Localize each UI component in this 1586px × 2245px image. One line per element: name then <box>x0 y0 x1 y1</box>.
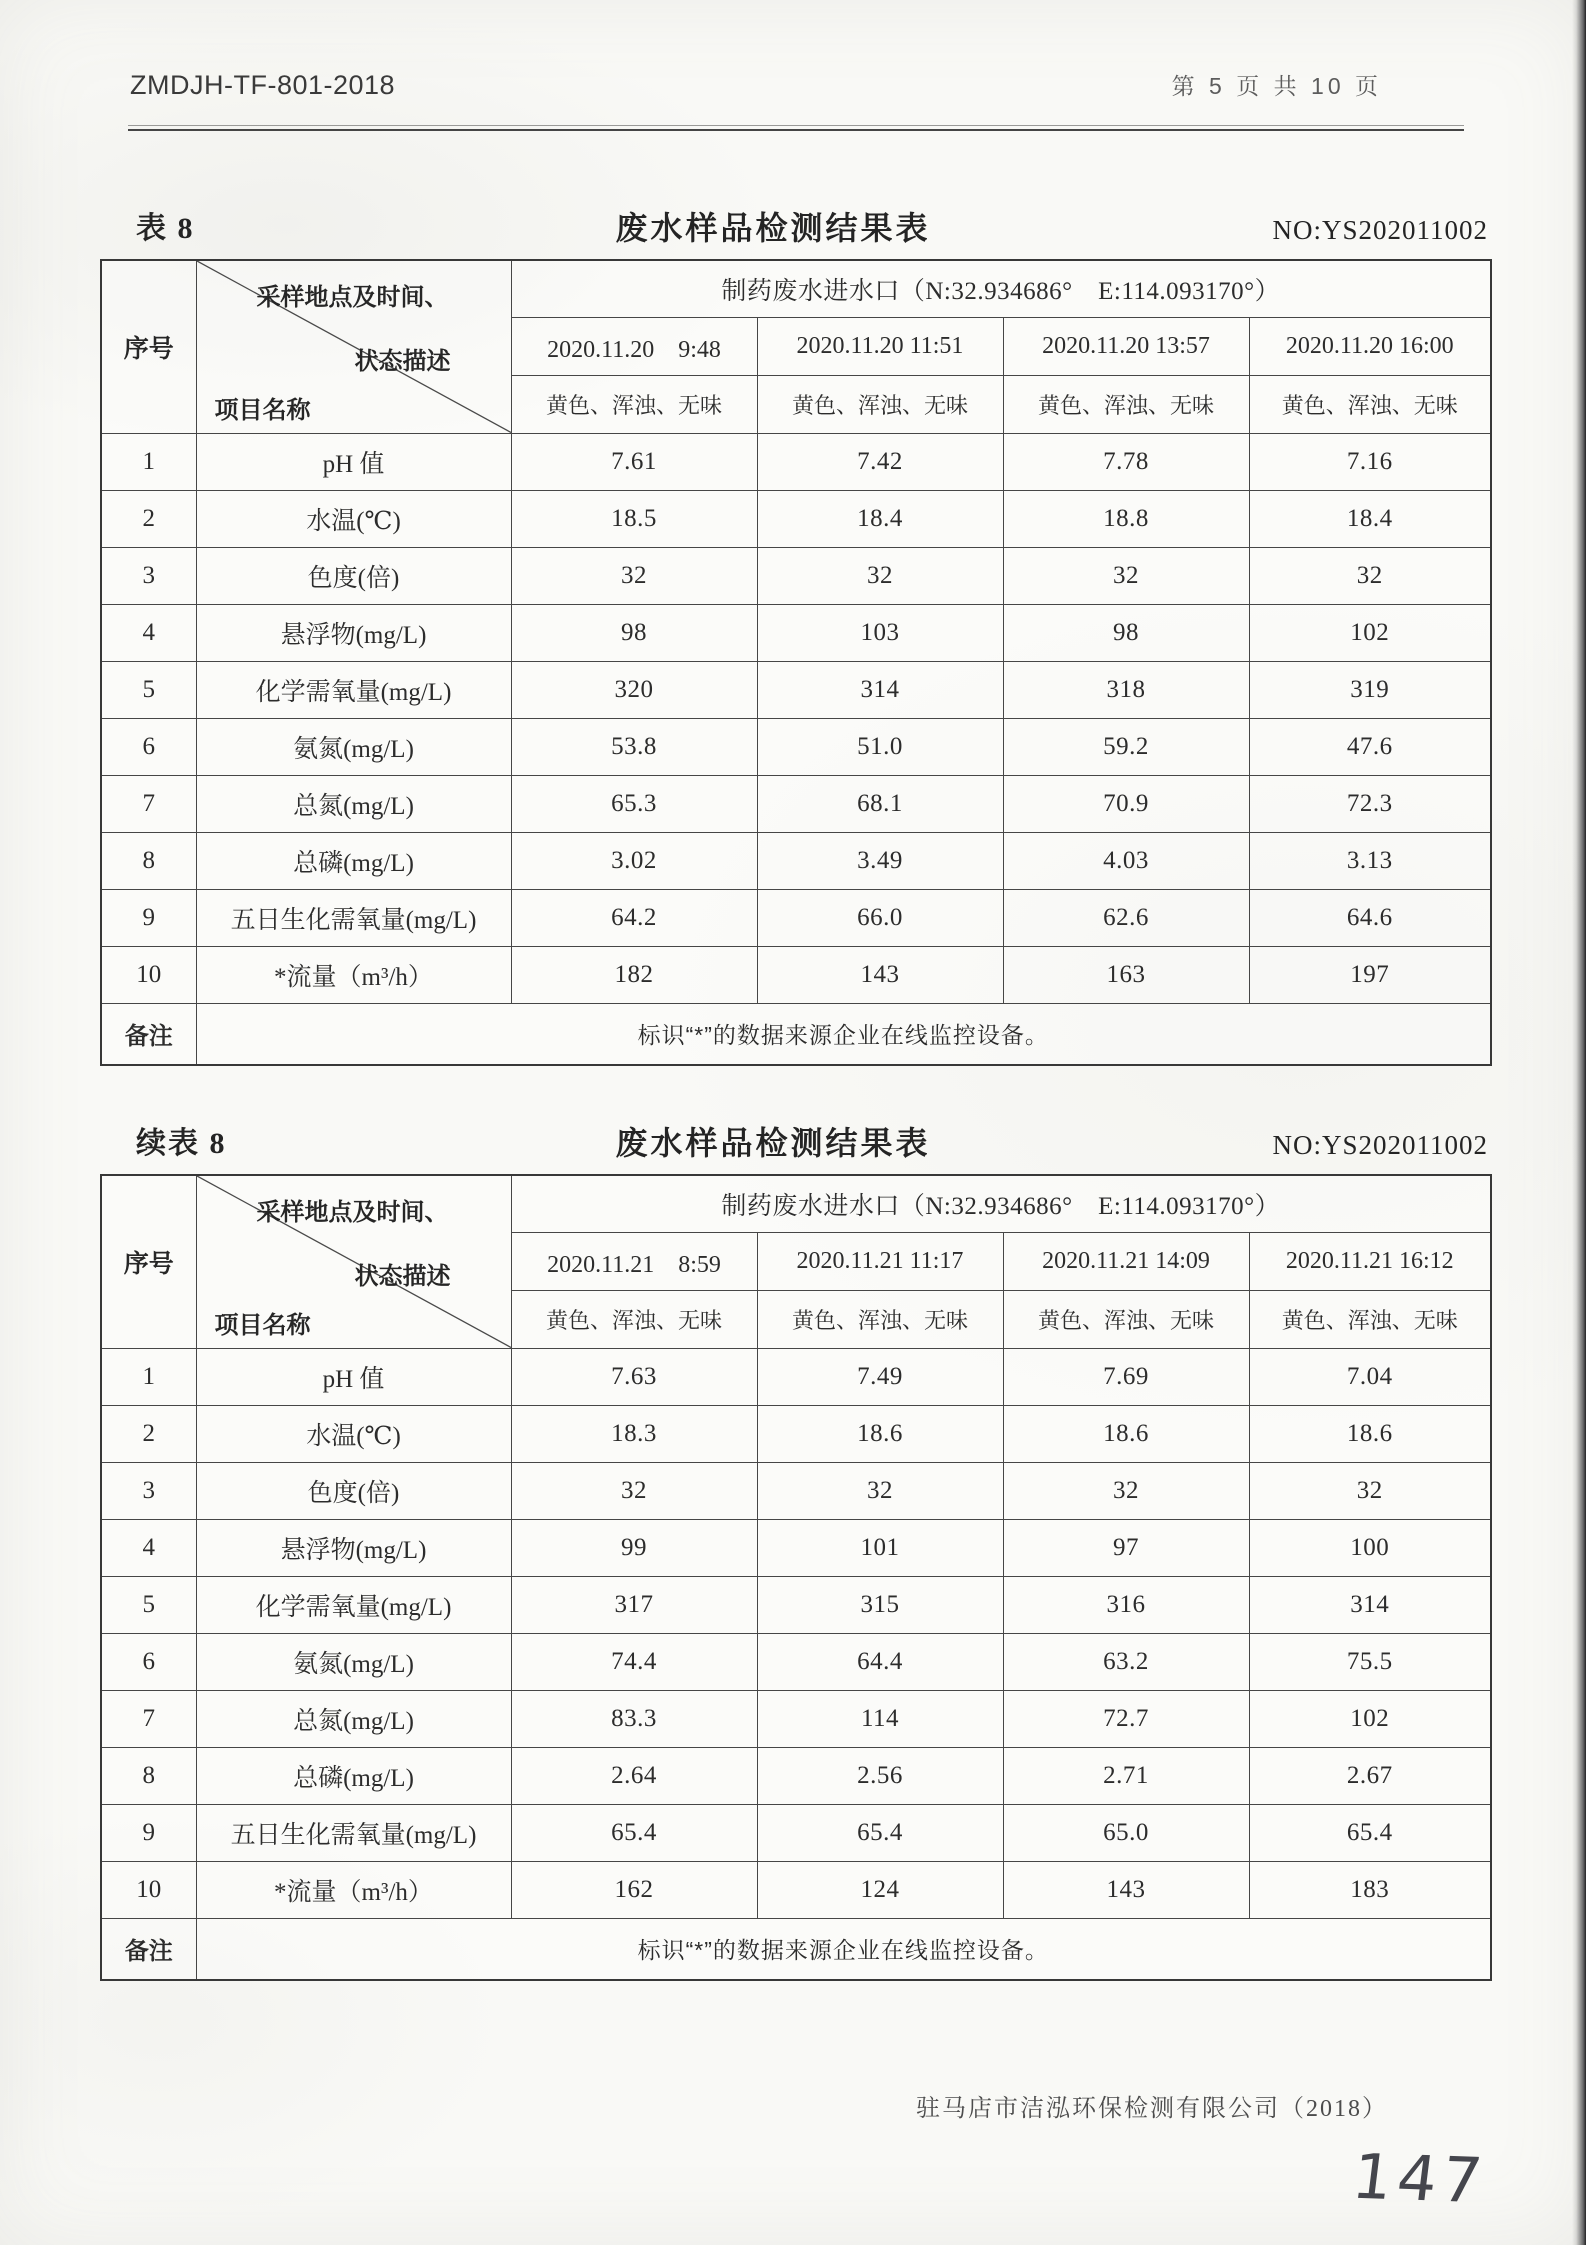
results-table-2 <box>100 1174 1492 1981</box>
table-row <box>101 1690 1491 1747</box>
parameter-value: 316 <box>1003 1576 1249 1633</box>
row-index: 3 <box>101 547 196 604</box>
parameter-value: 182 <box>511 946 757 1003</box>
parameter-value: 143 <box>757 946 1003 1003</box>
table-row <box>101 946 1491 1003</box>
sampling-location: 制药废水进水口（N:32.934686° E:114.093170°） <box>511 1175 1491 1232</box>
parameter-value: 315 <box>757 1576 1003 1633</box>
parameter-name: 水温(℃) <box>196 490 511 547</box>
header-divider <box>128 125 1464 131</box>
table-row <box>101 661 1491 718</box>
sample-condition: 黄色、浑浊、无味 <box>1249 375 1491 433</box>
sample-datetime: 2020.11.21 11:17 <box>757 1232 1003 1290</box>
row-index: 6 <box>101 1633 196 1690</box>
table-row <box>101 1633 1491 1690</box>
parameter-value: 32 <box>1249 547 1491 604</box>
note-row <box>101 1918 1491 1980</box>
sample-condition: 黄色、浑浊、无味 <box>511 1290 757 1348</box>
parameter-value: 314 <box>1249 1576 1491 1633</box>
parameter-value: 64.2 <box>511 889 757 946</box>
parameter-value: 4.03 <box>1003 832 1249 889</box>
parameter-value: 2.64 <box>511 1747 757 1804</box>
note-label: 备注 <box>101 1918 196 1980</box>
parameter-value: 74.4 <box>511 1633 757 1690</box>
row-index: 5 <box>101 1576 196 1633</box>
parameter-name: 五日生化需氧量(mg/L) <box>196 889 511 946</box>
header-row-location <box>101 260 1491 317</box>
row-index: 8 <box>101 832 196 889</box>
parameter-value: 2.71 <box>1003 1747 1249 1804</box>
parameter-value: 2.56 <box>757 1747 1003 1804</box>
parameter-name: 色度(倍) <box>196 1462 511 1519</box>
parameter-name: 总磷(mg/L) <box>196 832 511 889</box>
parameter-value: 314 <box>757 661 1003 718</box>
sample-datetime: 2020.11.20 13:57 <box>1003 317 1249 375</box>
row-index: 5 <box>101 661 196 718</box>
handwritten-page-number: 147 <box>1348 2139 1491 2218</box>
seq-header: 序号 <box>101 1175 196 1348</box>
row-index: 7 <box>101 1690 196 1747</box>
table-row <box>101 1405 1491 1462</box>
sample-datetime: 2020.11.21 8:59 <box>511 1232 757 1290</box>
parameter-value: 66.0 <box>757 889 1003 946</box>
table2-title: 废水样品检测结果表 <box>615 1125 931 1161</box>
parameter-value: 68.1 <box>757 775 1003 832</box>
corner-header-cell <box>196 260 511 433</box>
table1-label: 表 8 <box>136 212 195 245</box>
corner-header-cell <box>196 1175 511 1348</box>
table-row <box>101 1804 1491 1861</box>
parameter-name: 化学需氧量(mg/L) <box>196 661 511 718</box>
parameter-name: 水温(℃) <box>196 1405 511 1462</box>
parameter-value: 102 <box>1249 604 1491 661</box>
row-index: 1 <box>101 433 196 490</box>
parameter-name: pH 值 <box>196 433 511 490</box>
parameter-value: 18.4 <box>1249 490 1491 547</box>
parameter-value: 62.6 <box>1003 889 1249 946</box>
parameter-value: 51.0 <box>757 718 1003 775</box>
table2-caption <box>100 1116 1490 1164</box>
corner-label-parameter: 项目名称 <box>214 396 311 424</box>
table-row <box>101 1861 1491 1918</box>
row-index: 1 <box>101 1348 196 1405</box>
parameter-value: 7.42 <box>757 433 1003 490</box>
seq-header: 序号 <box>101 260 196 433</box>
parameter-value: 124 <box>757 1861 1003 1918</box>
parameter-value: 3.02 <box>511 832 757 889</box>
parameter-value: 64.6 <box>1249 889 1491 946</box>
parameter-value: 65.4 <box>757 1804 1003 1861</box>
results-body <box>101 433 1491 1003</box>
parameter-value: 7.61 <box>511 433 757 490</box>
row-index: 8 <box>101 1747 196 1804</box>
table-row <box>101 1348 1491 1405</box>
table-row <box>101 1519 1491 1576</box>
page-number: 第 5 页 共 10 页 <box>1171 73 1382 99</box>
sample-datetime: 2020.11.20 11:51 <box>757 317 1003 375</box>
parameter-value: 75.5 <box>1249 1633 1491 1690</box>
parameter-value: 32 <box>1249 1462 1491 1519</box>
parameter-value: 3.49 <box>757 832 1003 889</box>
parameter-value: 72.3 <box>1249 775 1491 832</box>
table-row <box>101 775 1491 832</box>
parameter-name: 总氮(mg/L) <box>196 1690 511 1747</box>
results-body <box>101 1348 1491 1918</box>
page-header <box>130 68 1382 101</box>
row-index: 4 <box>101 1519 196 1576</box>
parameter-name: 五日生化需氧量(mg/L) <box>196 1804 511 1861</box>
sample-datetime: 2020.11.20 16:00 <box>1249 317 1491 375</box>
parameter-value: 32 <box>1003 1462 1249 1519</box>
parameter-value: 7.69 <box>1003 1348 1249 1405</box>
parameter-value: 319 <box>1249 661 1491 718</box>
parameter-value: 18.6 <box>757 1405 1003 1462</box>
row-index: 7 <box>101 775 196 832</box>
parameter-value: 114 <box>757 1690 1003 1747</box>
parameter-value: 32 <box>757 547 1003 604</box>
parameter-value: 102 <box>1249 1690 1491 1747</box>
parameter-value: 53.8 <box>511 718 757 775</box>
results-table-1 <box>100 259 1492 1066</box>
parameter-value: 98 <box>511 604 757 661</box>
table-row <box>101 889 1491 946</box>
table-row <box>101 490 1491 547</box>
parameter-name: pH 值 <box>196 1348 511 1405</box>
parameter-value: 18.5 <box>511 490 757 547</box>
parameter-value: 65.0 <box>1003 1804 1249 1861</box>
table2-report-number: NO:YS202011002 <box>1272 1130 1488 1160</box>
parameter-value: 18.6 <box>1249 1405 1491 1462</box>
parameter-name: 悬浮物(mg/L) <box>196 604 511 661</box>
parameter-value: 318 <box>1003 661 1249 718</box>
parameter-name: 氨氮(mg/L) <box>196 718 511 775</box>
parameter-value: 18.4 <box>757 490 1003 547</box>
sample-datetime: 2020.11.20 9:48 <box>511 317 757 375</box>
document-code: ZMDJH-TF-801-2018 <box>130 70 396 100</box>
parameter-value: 83.3 <box>511 1690 757 1747</box>
parameter-name: *流量（m³/h） <box>196 946 511 1003</box>
table-row <box>101 547 1491 604</box>
note-row <box>101 1003 1491 1065</box>
table1-caption <box>100 201 1490 249</box>
row-index: 9 <box>101 1804 196 1861</box>
parameter-value: 7.78 <box>1003 433 1249 490</box>
parameter-value: 3.13 <box>1249 832 1491 889</box>
parameter-value: 2.67 <box>1249 1747 1491 1804</box>
row-index: 3 <box>101 1462 196 1519</box>
parameter-value: 183 <box>1249 1861 1491 1918</box>
parameter-value: 32 <box>511 1462 757 1519</box>
parameter-value: 72.7 <box>1003 1690 1249 1747</box>
parameter-value: 70.9 <box>1003 775 1249 832</box>
parameter-name: 悬浮物(mg/L) <box>196 1519 511 1576</box>
parameter-value: 65.4 <box>511 1804 757 1861</box>
sample-datetime: 2020.11.21 14:09 <box>1003 1232 1249 1290</box>
parameter-value: 32 <box>1003 547 1249 604</box>
table-row <box>101 718 1491 775</box>
corner-label-location-time: 采样地点及时间、 <box>256 284 449 311</box>
table1-report-number: NO:YS202011002 <box>1272 215 1488 245</box>
table-row <box>101 433 1491 490</box>
header-row-location <box>101 1175 1491 1232</box>
parameter-value: 64.4 <box>757 1633 1003 1690</box>
note-text: 标识“*”的数据来源企业在线监控设备。 <box>196 1918 1491 1980</box>
sample-condition: 黄色、浑浊、无味 <box>511 375 757 433</box>
corner-label-location-time: 采样地点及时间、 <box>256 1199 449 1226</box>
parameter-name: 总磷(mg/L) <box>196 1747 511 1804</box>
parameter-value: 98 <box>1003 604 1249 661</box>
parameter-value: 97 <box>1003 1519 1249 1576</box>
note-label: 备注 <box>101 1003 196 1065</box>
testing-company: 驻马店市洁泓环保检测有限公司（2018） <box>916 2096 1388 2122</box>
row-index: 2 <box>101 490 196 547</box>
table-row <box>101 1747 1491 1804</box>
table1-title: 废水样品检测结果表 <box>615 210 931 246</box>
parameter-value: 18.3 <box>511 1405 757 1462</box>
sampling-location: 制药废水进水口（N:32.934686° E:114.093170°） <box>511 260 1491 317</box>
parameter-name: 色度(倍) <box>196 547 511 604</box>
table-row <box>101 1462 1491 1519</box>
note-text: 标识“*”的数据来源企业在线监控设备。 <box>196 1003 1491 1065</box>
parameter-value: 47.6 <box>1249 718 1491 775</box>
row-index: 10 <box>101 1861 196 1918</box>
parameter-name: 化学需氧量(mg/L) <box>196 1576 511 1633</box>
row-index: 10 <box>101 946 196 1003</box>
corner-label-parameter: 项目名称 <box>214 1311 311 1339</box>
parameter-value: 7.49 <box>757 1348 1003 1405</box>
sample-condition: 黄色、浑浊、无味 <box>1003 1290 1249 1348</box>
row-index: 2 <box>101 1405 196 1462</box>
table-row <box>101 832 1491 889</box>
sample-condition: 黄色、浑浊、无味 <box>1249 1290 1491 1348</box>
parameter-value: 18.8 <box>1003 490 1249 547</box>
parameter-value: 7.04 <box>1249 1348 1491 1405</box>
parameter-value: 63.2 <box>1003 1633 1249 1690</box>
parameter-value: 101 <box>757 1519 1003 1576</box>
parameter-name: 氨氮(mg/L) <box>196 1633 511 1690</box>
parameter-value: 100 <box>1249 1519 1491 1576</box>
parameter-value: 59.2 <box>1003 718 1249 775</box>
parameter-value: 317 <box>511 1576 757 1633</box>
parameter-value: 143 <box>1003 1861 1249 1918</box>
table2-label: 续表 8 <box>136 1127 227 1160</box>
corner-label-condition: 状态描述 <box>354 348 451 375</box>
sample-condition: 黄色、浑浊、无味 <box>757 375 1003 433</box>
row-index: 9 <box>101 889 196 946</box>
parameter-value: 7.63 <box>511 1348 757 1405</box>
row-index: 4 <box>101 604 196 661</box>
parameter-name: 总氮(mg/L) <box>196 775 511 832</box>
parameter-value: 197 <box>1249 946 1491 1003</box>
parameter-value: 65.4 <box>1249 1804 1491 1861</box>
parameter-value: 65.3 <box>511 775 757 832</box>
parameter-value: 163 <box>1003 946 1249 1003</box>
table-row <box>101 1576 1491 1633</box>
parameter-value: 99 <box>511 1519 757 1576</box>
sample-condition: 黄色、浑浊、无味 <box>1003 375 1249 433</box>
row-index: 6 <box>101 718 196 775</box>
parameter-value: 320 <box>511 661 757 718</box>
table-row <box>101 604 1491 661</box>
parameter-value: 18.6 <box>1003 1405 1249 1462</box>
parameter-value: 32 <box>757 1462 1003 1519</box>
parameter-value: 32 <box>511 547 757 604</box>
sample-condition: 黄色、浑浊、无味 <box>757 1290 1003 1348</box>
parameter-value: 103 <box>757 604 1003 661</box>
parameter-value: 162 <box>511 1861 757 1918</box>
parameter-value: 7.16 <box>1249 433 1491 490</box>
corner-label-condition: 状态描述 <box>354 1263 451 1290</box>
parameter-name: *流量（m³/h） <box>196 1861 511 1918</box>
sample-datetime: 2020.11.21 16:12 <box>1249 1232 1491 1290</box>
